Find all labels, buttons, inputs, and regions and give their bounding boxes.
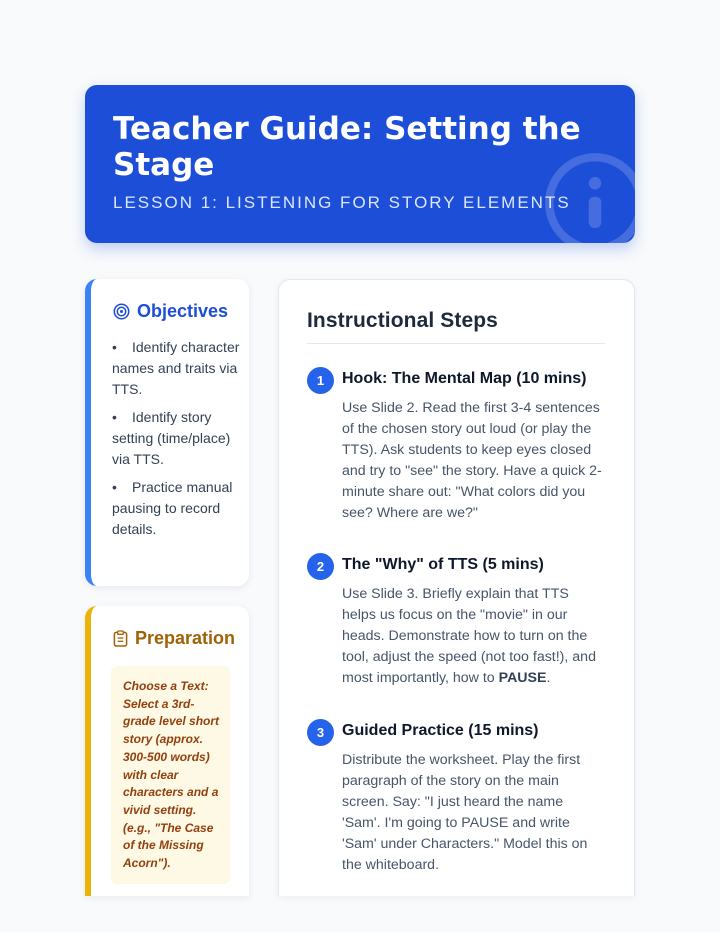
step-number-badge: 3 [307,719,334,746]
preparation-note: Choose a Text: Select a 3rd-grade level short story (approx. 300-500 words) with clear characters and a vivid setting. (e.g., "The Case of the Missing Acorn"). [123,679,220,871]
preparation-heading-label: Preparation [135,628,236,648]
preparation-heading [113,628,235,649]
lesson-subtitle: LESSON 1: LISTENING FOR STORY ELEMENTS [113,193,571,212]
step-body: Use Slide 2. Read the first 3-4 sentences of the chosen story out loud (or play the TTS). Ask students to keep eyes closed and try to "see" the story. Have a quick 2-minute share out: "What colors did you see? Where are we?" [342,400,602,521]
preparation-note-box [111,666,230,884]
objectives-card [85,279,249,586]
header-banner [85,85,635,243]
step-title: Guided Practice (15 mins) [342,722,539,739]
target-icon [113,303,130,320]
list-item: • Practice manual pausing to record details. [112,479,233,537]
page-title: Teacher Guide: Setting the Stage [113,111,581,183]
title-divider [307,343,605,344]
step-body: Use Slide 3. Briefly explain that TTS helps us focus on the "movie" in our heads. Demonstrate how to turn on the tool, adjust the speed (not too fast!), and most importantly, how to PAUSE. [342,586,596,686]
objectives-heading [113,301,228,322]
step-title: The "Why" of TTS (5 mins) [342,556,544,573]
instructional-steps-title: Instructional Steps [307,309,498,332]
step-number-badge: 1 [307,367,334,394]
list-item: • Identify character names and traits via TTS. [112,339,240,397]
step-body: Distribute the worksheet. Play the first paragraph of the story on the main screen. Say: "I just heard the name 'Sam'. I'm going to PAUSE and write 'Sam' under Characters." Model this on the whiteboard. [342,752,588,873]
pause-emphasis: PAUSE [498,670,547,686]
instructional-steps-card [278,279,635,896]
clipboard-icon [113,630,128,647]
preparation-card [85,606,249,896]
step-title: Hook: The Mental Map (10 mins) [342,370,587,387]
list-item: • Identify story setting (time/place) via TTS. [112,409,231,467]
info-icon [543,151,635,243]
step-number-badge: 2 [307,553,334,580]
objectives-heading-label: Objectives [137,301,229,321]
objectives-list [112,337,247,547]
